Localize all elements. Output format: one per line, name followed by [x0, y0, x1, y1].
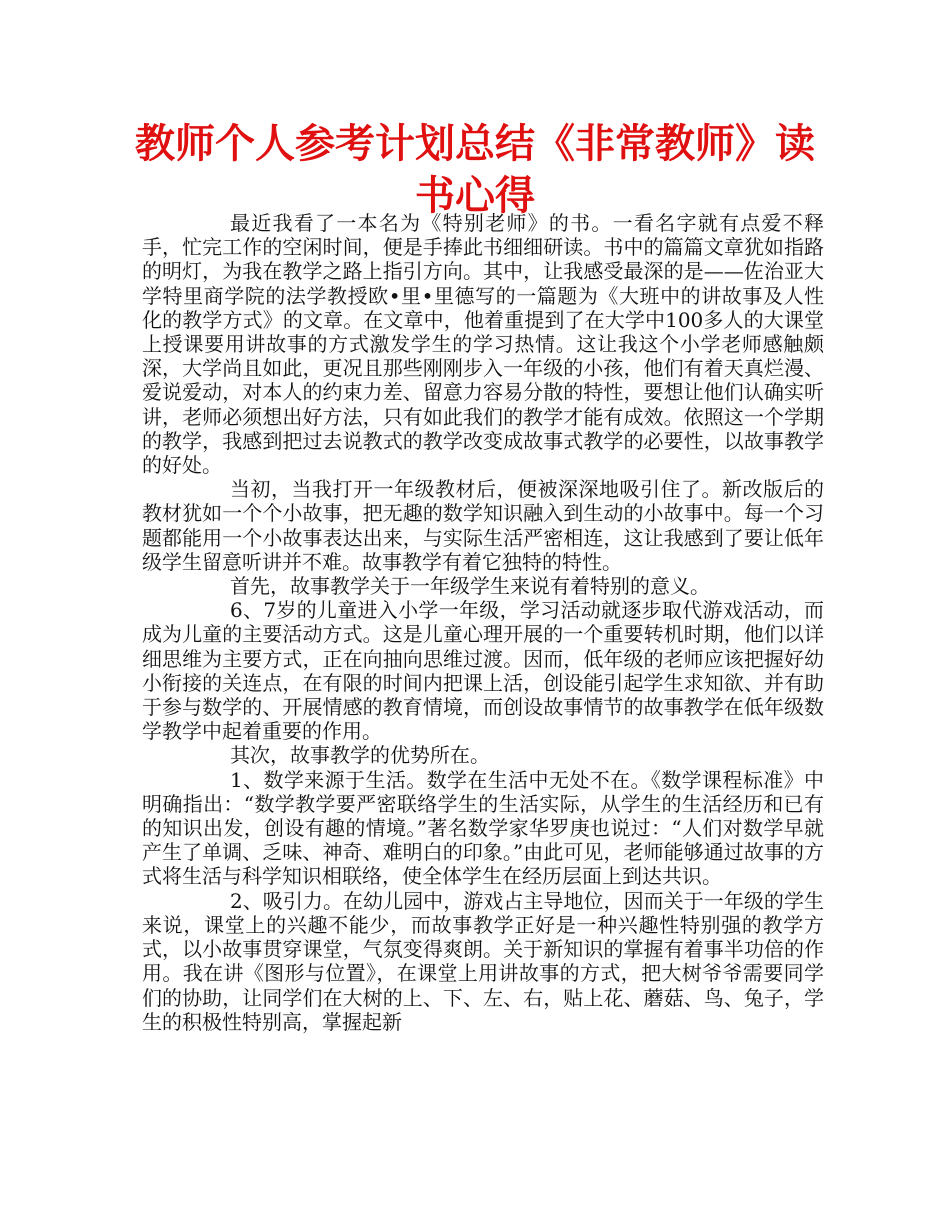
paragraph-child-development: 6、7岁的儿童进入小学一年级，学习活动就逐步取代游戏活动，而成为儿童的主要活动方式。这是儿童心理开展的一个重要转机时期，他们以详细思维为主要方式，正在向抽向思维过渡。因而，低年级的老师应该把握好幼小衔接的关连点，在有限的时间内把课上活，创设能引起学生求知欲、并有助于参与数学的、开展情感的教育情境，而创设故事情节的故事教学在低年级数学教学中起着重要的作用。 — [142, 598, 824, 744]
paragraph-first-point: 首先，故事教学关于一年级学生来说有着特别的意义。 — [230, 574, 710, 599]
paragraph-math-from-life: 1、数学来源于生活。数学在生活中无处不在。《数学课程标准》中明确指出：“数学教学要严密联络学生的生活实际，从学生的生活经历和已有的知识出发，创设有趣的情境。”著名数学家华罗庚也说过：“人们对数学早就产生了单调、乏味、神奇、难明白的印象。”由此可见，老师能够通过故事的方式将生活与科学知识相联络，使全体学生在经历层面上到达共识。 — [142, 767, 824, 889]
paragraph-second-point: 其次，故事教学的优势所在。 — [230, 743, 490, 768]
document-title: 教师个人参考计划总结《非常教师》读书心得 — [135, 121, 815, 219]
paragraph-intro: 最近我看了一本名为《特别老师》的书。一看名字就有点爱不释手，忙完工作的空闲时间，便是手捧此书细细研读。书中的篇篇文章犹如指路的明灯，为我在教学之路上指引方向。其中，让我感受最深的是——佐治亚大学特里商学院的法学教授欧•里•里德写的一篇题为《大班中的讲故事及人性化的教学方式》的文章。在文章中，他着重提到了在大学中100多人的大课堂上授课要用讲故事的方式激发学生的学习热情。这让我这个小学老师感触颇深，大学尚且如此，更况且那些刚刚步入一年级的小孩，他们有着天真烂漫、爱说爱动，对本人的约束力差、留意力容易分散的特性，要想让他们认确实听讲，老师必须想出好方法，只有如此我们的教学才能有成效。依照这一个学期的教学，我感到把过去说教式的教学改变成故事式教学的必要性，以故事教学的好处。 — [142, 211, 824, 478]
document-body — [142, 211, 824, 1034]
paragraph-textbook: 当初，当我打开一年级教材后，便被深深地吸引住了。新改版后的教材犹如一个个小故事，把无趣的数学知识融入到生动的小故事中。每一个习题都能用一个小故事表达出来，与实际生活严密相连，这让我感到了要让低年级学生留意听讲并不难。故事教学有着它独特的特性。 — [142, 477, 824, 574]
paragraph-attraction: 2、吸引力。在幼儿园中，游戏占主导地位，因而关于一年级的学生来说，课堂上的兴趣不能少，而故事教学正好是一种兴趣性特别强的教学方式，以小故事贯穿课堂，气氛变得爽朗。关于新知识的掌握有着事半功倍的作用。我在讲《图形与位置》，在课堂上用讲故事的方式，把大树爷爷需要同学们的协助，让同学们在大树的上、下、左、右，贴上花、蘑菇、鸟、兔子，学生的积极性特别高，掌握起新 — [142, 888, 824, 1034]
